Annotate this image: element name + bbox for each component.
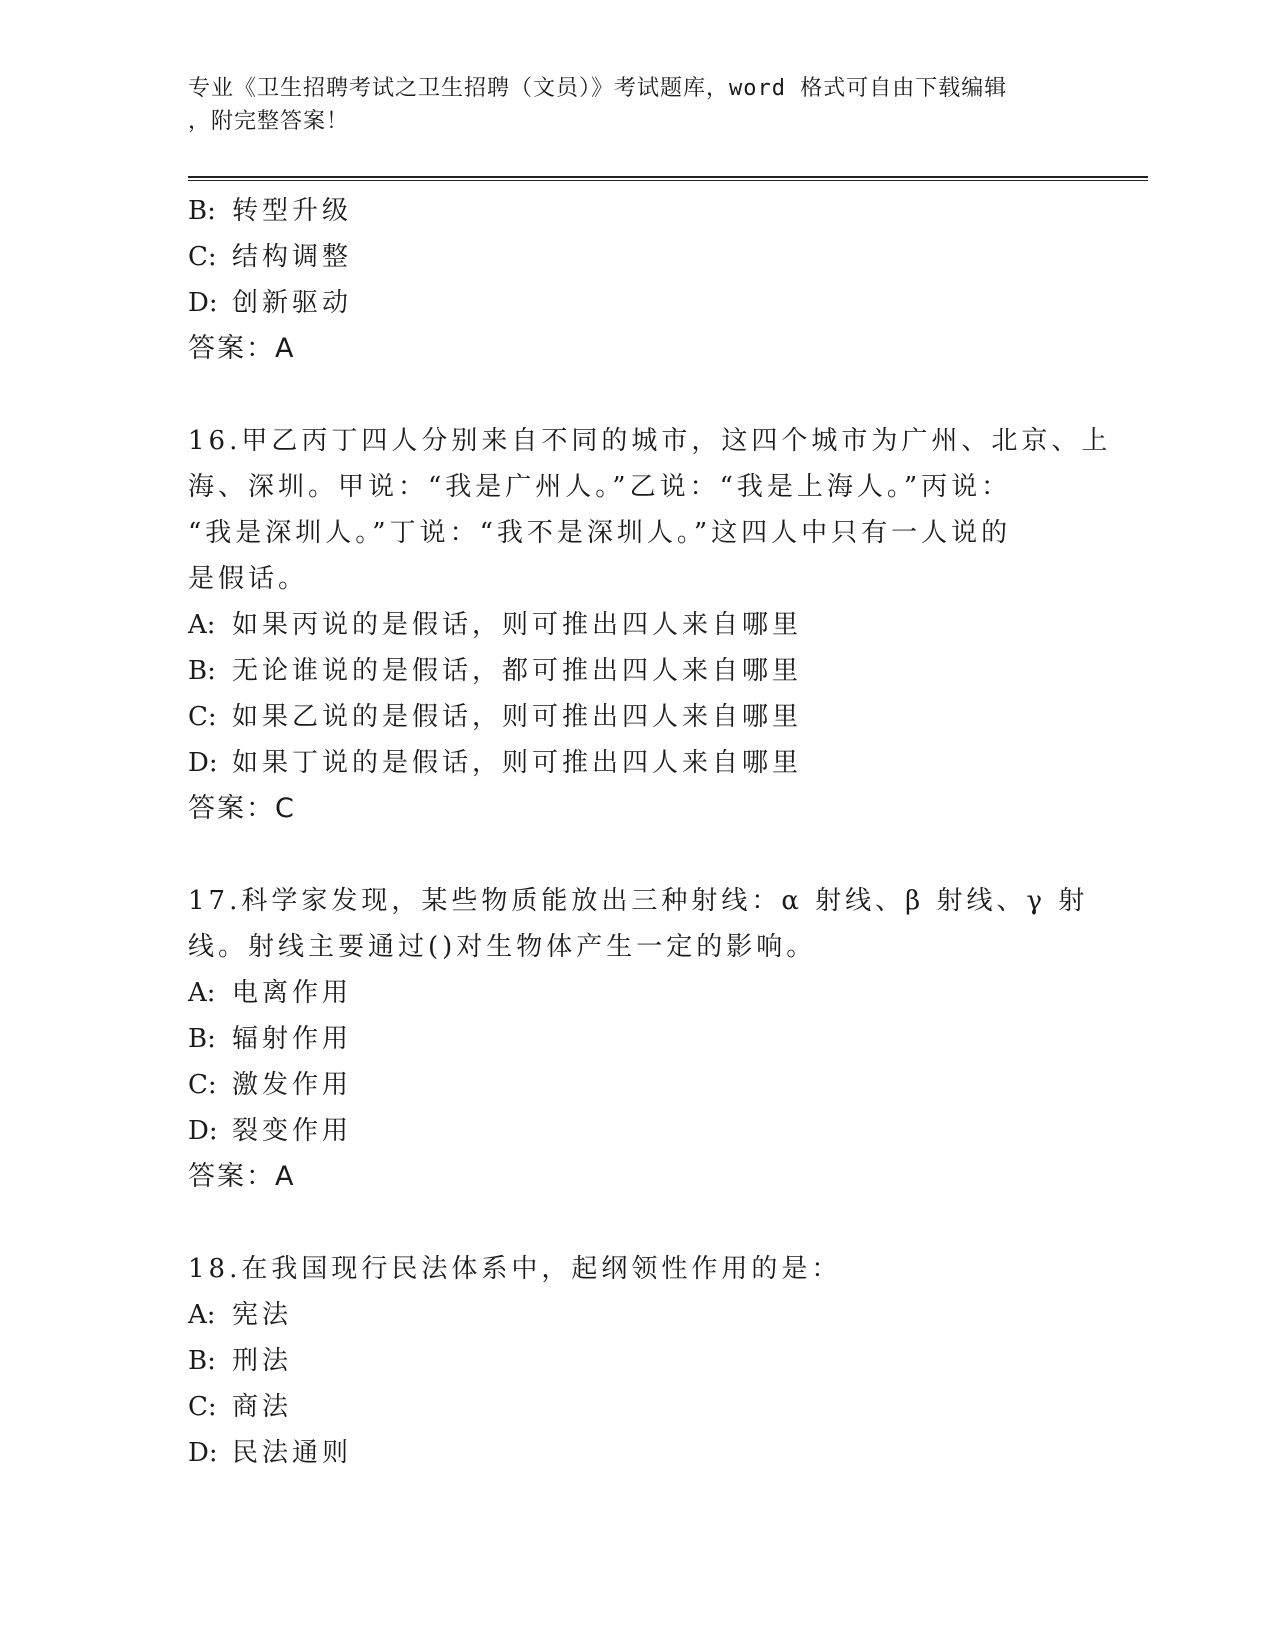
option-text: 结构调整 [232,242,353,272]
option-text: 电离作用 [232,978,353,1008]
option-key: A: [188,978,216,1008]
question-17 [188,878,1088,1200]
question-stem-line: 17.科学家发现，某些物质能放出三种射线：α 射线、β 射线、γ 射 [188,886,1089,916]
option-key: B: [188,196,216,226]
question-stem-line: “我是深圳人。”丁说：“我不是深圳人。”这四人中只有一人说的 [188,518,1012,548]
option-key: D: [188,288,218,318]
spacer [188,1200,1088,1246]
option-c [188,1384,1088,1430]
option-key: B: [188,1346,216,1376]
option-text: 如果丙说的是假话，则可推出四人来自哪里 [232,610,803,640]
spacer [188,372,1088,418]
option-text: 如果乙说的是假话，则可推出四人来自哪里 [232,702,803,732]
option-a [188,970,1088,1016]
option-c [188,234,1088,280]
spacer [188,832,1088,878]
question-stem-line: 线。射线主要通过()对生物体产生一定的影响。 [188,932,817,962]
question-stem-line: 海、深圳。甲说：“我是广州人。”乙说：“我是上海人。”丙说： [188,472,1012,502]
option-key: D: [188,1116,218,1146]
option-d [188,1430,1088,1476]
option-key: C: [188,702,217,732]
option-key: D: [188,748,218,778]
option-key: C: [188,1392,217,1422]
option-text: 商法 [232,1392,293,1422]
option-b [188,648,1088,694]
question-list [188,188,1112,1476]
document-header [188,72,1068,138]
question-stem-line: 是假话。 [188,564,309,594]
option-b [188,1016,1088,1062]
answer-line: 答案：A [188,333,296,364]
option-text: 如果丁说的是假话，则可推出四人来自哪里 [232,748,803,778]
answer-line: 答案：A [188,1161,296,1192]
header-line-2: ，附完整答案！ [188,109,350,134]
option-a [188,1292,1088,1338]
option-key: A: [188,1300,216,1330]
header-divider [188,176,1148,181]
option-key: B: [188,656,216,686]
option-text: 刑法 [232,1346,293,1376]
option-key: A: [188,610,216,640]
option-a [188,602,1088,648]
option-key: C: [188,242,217,272]
option-text: 裂变作用 [232,1116,353,1146]
question-16 [188,418,1112,832]
question-stem-line: 18.在我国现行民法体系中，起纲领性作用的是： [188,1254,842,1284]
option-d [188,280,1088,326]
option-key: C: [188,1070,217,1100]
option-text: 辐射作用 [232,1024,353,1054]
option-d [188,1108,1088,1154]
option-text: 激发作用 [232,1070,353,1100]
question-prev [188,188,1088,372]
option-text: 无论谁说的是假话，都可推出四人来自哪里 [232,656,803,686]
option-text: 宪法 [232,1300,293,1330]
option-d [188,740,1088,786]
option-b [188,188,1088,234]
option-key: B: [188,1024,216,1054]
header-line-1: 专业《卫生招聘考试之卫生招聘（文员）》考试题库，word 格式可自由下载编辑 [188,76,1008,101]
option-key: D: [188,1438,218,1468]
question-stem-line: 16.甲乙丙丁四人分别来自不同的城市，这四个城市为广州、北京、上 [188,426,1112,456]
option-b [188,1338,1088,1384]
option-text: 转型升级 [232,196,353,226]
option-text: 创新驱动 [232,288,353,318]
question-18 [188,1246,1088,1476]
option-c [188,1062,1088,1108]
option-text: 民法通则 [232,1438,353,1468]
answer-line: 答案：C [188,793,296,824]
option-c [188,694,1088,740]
